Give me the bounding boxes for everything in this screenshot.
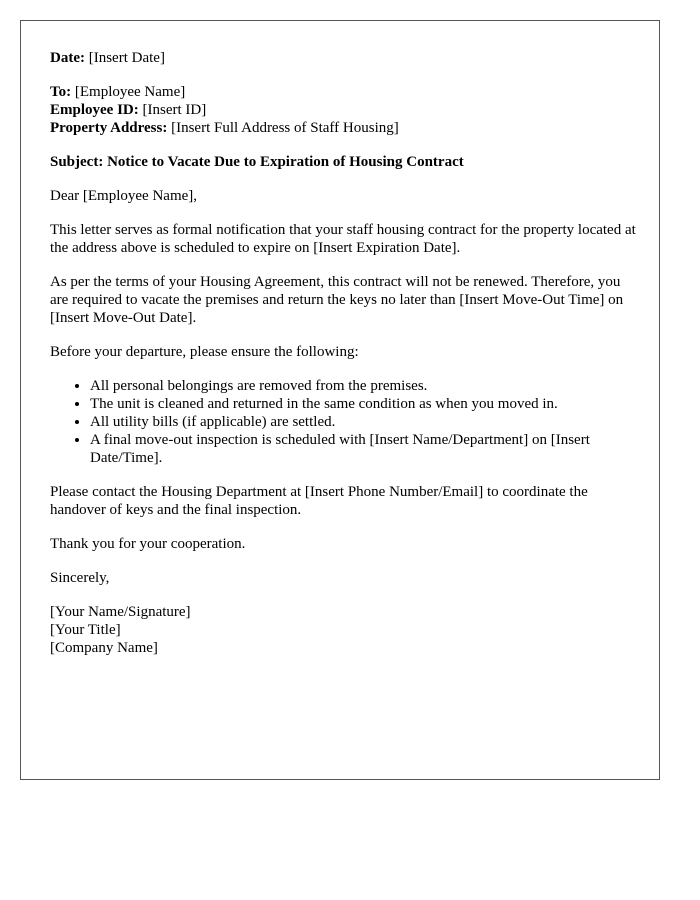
subject-text: Subject: Notice to Vacate Due to Expiration of Housing Contract [50, 154, 464, 170]
checklist [50, 377, 636, 467]
subject-line [50, 153, 636, 171]
letter-frame [20, 20, 660, 780]
date-label: Date: [50, 50, 85, 66]
employee-id-value: [Insert ID] [138, 102, 207, 118]
property-address-line [50, 119, 636, 137]
employee-id-line [50, 101, 636, 119]
paragraph-contact: Please contact the Housing Department at [Insert Phone Number/Email] to coordinate the handover of keys and the final inspection. [50, 484, 588, 518]
property-address-label: Property Address: [50, 120, 168, 136]
signature-title: [Your Title] [50, 622, 121, 638]
checklist-item: • All personal belongings are removed from the premises. [90, 377, 636, 395]
employee-id-label: Employee ID: [50, 102, 139, 118]
to-value: [Employee Name] [71, 84, 186, 100]
closing: Sincerely, [50, 570, 110, 586]
paragraph-notification: This letter serves as formal notification that your staff housing contract for the property located at the address above is scheduled to expire on [Insert Expiration Date]. [50, 222, 636, 256]
checklist-item: • All utility bills (if applicable) are settled. [90, 413, 636, 431]
signature-company: [Company Name] [50, 640, 158, 656]
paragraph-checklist-intro: Before your departure, please ensure the following: [50, 344, 359, 360]
date-line [50, 49, 636, 67]
property-address-value: [Insert Full Address of Staff Housing] [167, 120, 399, 136]
signature-block [50, 603, 636, 657]
checklist-item: • The unit is cleaned and returned in the same condition as when you moved in. [90, 395, 636, 413]
to-line [50, 83, 636, 101]
date-value: [Insert Date] [84, 50, 165, 66]
signature-name: [Your Name/Signature] [50, 604, 191, 620]
recipient-block [50, 83, 636, 137]
salutation: Dear [Employee Name], [50, 188, 198, 204]
to-label: To: [50, 84, 72, 100]
letter-body [50, 49, 636, 657]
checklist-item: • A final move-out inspection is scheduled with [Insert Name/Department] on [Insert Date/Time]. [90, 431, 636, 467]
paragraph-terms: As per the terms of your Housing Agreement, this contract will not be renewed. Therefore, you are required to vacate the premises and return the keys no later than [Insert Move-Out Time] on [Insert Move-Out Date]. [50, 274, 624, 326]
paragraph-thanks: Thank you for your cooperation. [50, 536, 246, 552]
